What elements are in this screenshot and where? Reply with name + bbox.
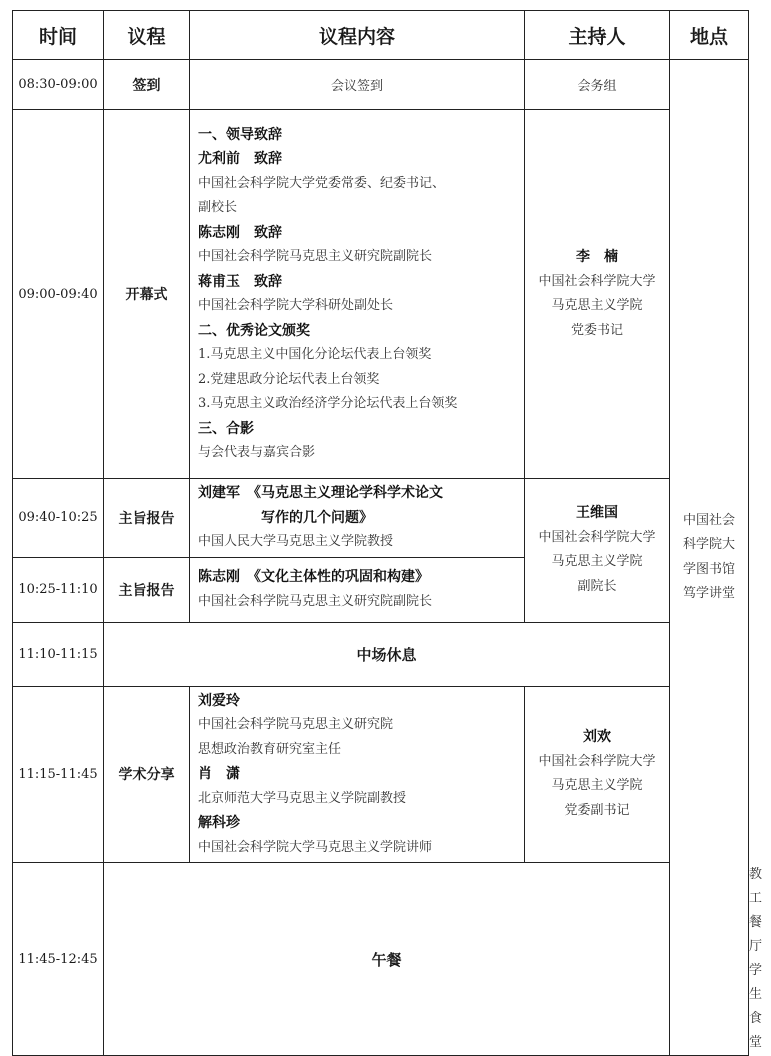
section-heading: 三、合影: [198, 420, 254, 437]
speaker-affiliation: 中国社会科学院大学科研处副处长: [198, 298, 394, 313]
host-title: 马克思主义学院: [551, 298, 643, 313]
host-title: 党委书记: [570, 322, 623, 338]
host-title: 中国社会科学院大学: [538, 753, 656, 769]
host-name: 刘欢: [583, 729, 611, 746]
break-time: 11:10-11:15: [13, 622, 104, 686]
award-item: 1.马克思主义中国化分论坛代表上台领奖: [198, 347, 432, 362]
photo-note: 与会代表与嘉宾合影: [198, 445, 316, 460]
venue-main-line: 中国社会: [682, 512, 735, 528]
host-name: 王维国: [576, 505, 618, 522]
lunch-label: 午餐: [104, 863, 670, 1056]
row-break: [13, 622, 749, 686]
keynote1-time: 09:40-10:25: [13, 479, 104, 558]
header-row: [13, 11, 749, 60]
opening-host: [525, 110, 670, 479]
speaker-affiliation: 中国社会科学院大学马克思主义学院讲师: [198, 839, 433, 855]
section-heading: 一、领导致辞: [198, 126, 282, 143]
host-name: 李 楠: [576, 249, 618, 265]
speaker-name: 陈志刚 致辞: [198, 224, 282, 241]
sharing-host: [525, 686, 670, 863]
keynote1-content: [190, 479, 525, 558]
keynote1-item: 主旨报告: [104, 479, 190, 558]
award-item: 3.马克思主义政治经济学分论坛代表上台领奖: [198, 396, 458, 411]
row-signin: [13, 60, 749, 110]
agenda-table: [12, 10, 763, 1056]
speaker-affiliation: 中国社会科学院马克思主义研究院: [198, 717, 394, 732]
signin-time: 08:30-09:00: [13, 60, 104, 110]
award-item: 2.党建思政分论坛代表上台领奖: [198, 371, 380, 387]
host-title: 党委副书记: [564, 802, 630, 818]
opening-content: [190, 110, 525, 479]
sharing-content: [190, 686, 525, 863]
row-opening: [13, 110, 749, 479]
keynote-title: 刘建军 《马克思主义理论学科学术论文: [198, 485, 443, 501]
section-heading: 二、优秀论文颁奖: [198, 322, 310, 339]
lunch-time: 11:45-12:45: [13, 863, 104, 1056]
keynote2-content: [190, 557, 525, 622]
speaker-name: 刘爱玲: [198, 692, 240, 709]
signin-content: 会议签到: [190, 60, 525, 110]
header-content: 议程内容: [190, 11, 525, 60]
sharing-time: 11:15-11:45: [13, 686, 104, 863]
sharing-item: 学术分享: [104, 686, 190, 863]
signin-item: 签到: [104, 60, 190, 110]
break-label: 中场休息: [104, 622, 670, 686]
header-time: 时间: [13, 11, 104, 60]
opening-item: 开幕式: [104, 110, 190, 479]
host-title: 中国社会科学院大学: [538, 529, 656, 545]
speaker-affiliation: 中国社会科学院马克思主义研究院副院长: [198, 249, 433, 264]
keynote2-item: 主旨报告: [104, 557, 190, 622]
speaker-affiliation: 中国社会科学院马克思主义研究院副院长: [198, 593, 433, 609]
keynote-host: [525, 479, 670, 623]
host-title: 马克思主义学院: [551, 778, 643, 794]
header-venue: 地点: [670, 11, 749, 60]
venue-main: [670, 60, 749, 1056]
venue-main-line: 科学院大: [682, 537, 735, 552]
host-title: 副院长: [577, 578, 617, 594]
keynote-title: 陈志刚 《文化主体性的巩固和构建》: [198, 569, 429, 585]
speaker-affiliation: 北京师范大学马克思主义学院副教授: [198, 790, 407, 806]
header-item: 议程: [104, 11, 190, 60]
venue-main-line: 笃学讲堂: [682, 586, 735, 601]
row-lunch: 11:45-12:45 午餐 教工餐厅 学生食堂: [13, 863, 749, 1056]
speaker-name: 肖 潇: [198, 766, 240, 782]
row-sharing: [13, 686, 749, 863]
keynote-title: 写作的几个问题》: [261, 509, 373, 526]
host-title: 中国社会科学院大学: [538, 273, 656, 289]
row-keynote-1: [13, 479, 749, 558]
speaker-affiliation: 副校长: [198, 200, 238, 215]
speaker-name: 蒋甫玉 致辞: [198, 273, 282, 290]
header-host: 主持人: [525, 11, 670, 60]
speaker-name: 尤利前 致辞: [198, 151, 282, 167]
speaker-affiliation: 中国人民大学马克思主义学院教授: [198, 534, 394, 549]
speaker-name: 解科珍: [198, 815, 240, 831]
signin-host: 会务组: [525, 60, 670, 110]
venue-main-line: 学图书馆: [682, 561, 735, 577]
speaker-affiliation: 思想政治教育研究室主任: [198, 741, 342, 757]
opening-time: 09:00-09:40: [13, 110, 104, 479]
speaker-affiliation: 中国社会科学院大学党委常委、纪委书记、: [198, 175, 446, 191]
host-title: 马克思主义学院: [551, 554, 643, 570]
keynote2-time: 10:25-11:10: [13, 557, 104, 622]
